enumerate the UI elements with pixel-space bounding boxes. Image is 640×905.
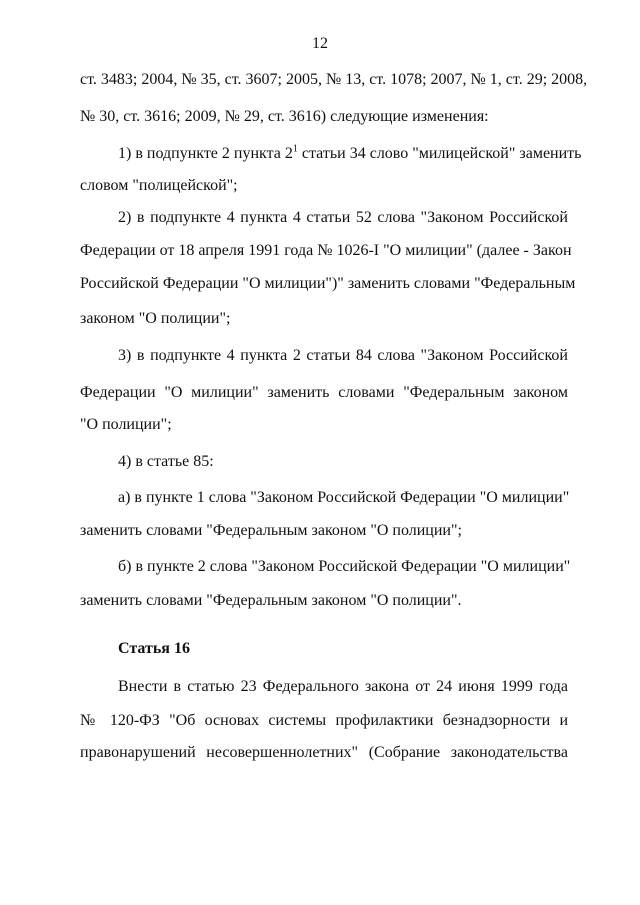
text-line: законом "О полиции"; [80,310,231,327]
text-line: ст. 3483; 2004, № 35, ст. 3607; 2005, № 13, ст. 1078; 2007, № 1, ст. 29; 2008, [80,71,588,88]
text-line [118,143,582,164]
article-heading: Статья 16 [118,640,190,657]
page-number: 12 [312,35,328,52]
text-line: 3) в подпункте 4 пункта 2 статьи 84 слова "Законом Российской [118,347,568,364]
text-line: б) в пункте 2 слова "Законом Российской Федерации "О милиции" [118,558,571,575]
text-line: Российской Федерации "О милиции")" заменить словами "Федеральным [80,275,576,292]
text-line: 2) в подпункте 4 пункта 4 статьи 52 слова "Законом Российской [118,209,568,226]
text-line: словом "полицейской"; [80,177,238,194]
text-line: заменить словами "Федеральным законом "О полиции"; [80,522,462,539]
text-line: Федерации от 18 апреля 1991 года № 1026-I "О милиции" (далее - Закон [80,242,572,259]
text-fragment: статьи 34 слово "милицейской" заменить [297,145,582,162]
text-line: а) в пункте 1 слова "Законом Российской Федерации "О милиции" [118,489,570,506]
text-line: Федерации "О милиции" заменить словами "Федеральным законом [80,384,568,401]
text-line: № 120-ФЗ "Об основах системы профилактики безнадзорности и [80,712,568,729]
text-line: заменить словами "Федеральным законом "О полиции". [80,592,462,609]
text-line: правонарушений несовершеннолетних" (Собрание законодательства [80,744,568,761]
text-line: "О полиции"; [80,416,172,433]
text-fragment: 1) в подпункте 2 пункта 2 [118,145,293,162]
text-line: 4) в статье 85: [118,453,214,470]
text-line: Внести в статью 23 Федерального закона от 24 июня 1999 года [118,678,568,695]
superscript: 1 [292,143,298,155]
text-line: № 30, ст. 3616; 2009, № 29, ст. 3616) следующие изменения: [80,108,489,125]
